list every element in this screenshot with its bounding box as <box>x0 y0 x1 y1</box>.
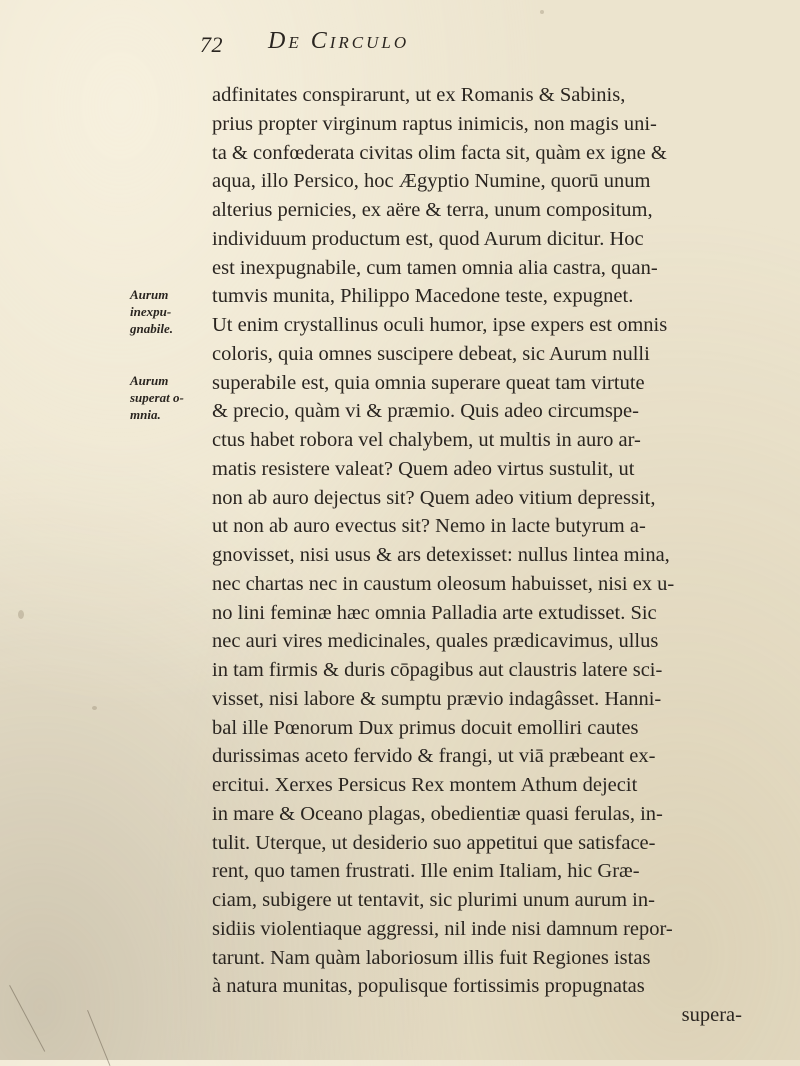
text-line: nec chartas nec in caustum oleosum habuisset, nisi ex u- <box>212 572 675 595</box>
paper-scratch <box>87 1010 110 1066</box>
text-line: coloris, quia omnes suscipere debeat, sic Aurum nulli <box>212 342 650 365</box>
running-title: De Circulo <box>268 28 410 54</box>
text-line: tumvis munita, Philippo Macedone teste, expugnet. <box>212 285 634 308</box>
text-line: prius propter virginum raptus inimicis, non magis uni- <box>212 112 657 135</box>
text-line: in mare & Oceano plagas, obedientiæ quasi ferulas, in- <box>212 802 663 825</box>
text-line: individuum productum est, quod Aurum dicitur. Hoc <box>212 227 644 250</box>
text-line: ut non ab auro evectus sit? Nemo in lacte butyrum a- <box>212 515 646 538</box>
text-line: est inexpugnabile, cum tamen omnia alia castra, quan- <box>212 256 658 279</box>
page-header <box>200 26 760 66</box>
text-line: ercitui. Xerxes Persicus Rex montem Athum dejecit <box>212 774 638 796</box>
page-number: 72 <box>200 32 223 57</box>
text-line: matis resistere valeat? Quem adeo virtus sustulit, ut <box>212 457 635 480</box>
paper-stain <box>18 610 24 619</box>
text-line: no lini feminæ hæc omnia Palladia arte extudisset. Sic <box>212 601 657 624</box>
text-line: in tam firmis & duris cōpagibus aut claustris latere sci- <box>212 659 663 681</box>
catchword: supera- <box>681 1004 742 1026</box>
text-line: rent, quo tamen frustrati. Ille enim Italiam, hic Græ- <box>212 860 640 883</box>
text-line: tulit. Uterque, ut desiderio suo appetitui que satisface- <box>212 831 656 854</box>
text-line: nec auri vires medicinales, quales prædicavimus, ullus <box>212 630 659 653</box>
text-line: & precio, quàm vi & præmio. Quis adeo circumspe- <box>212 400 639 423</box>
text-line: bal ille Pœnorum Dux primus docuit emolliri cautes <box>212 716 639 739</box>
text-line: ta & confœderata civitas olim facta sit, quàm ex igne & <box>212 141 667 164</box>
paper-scratch <box>9 985 45 1052</box>
body-text <box>212 81 772 1030</box>
paper-stain <box>540 10 544 14</box>
text-line: durissimas aceto fervido & frangi, ut viā præbeant ex- <box>212 745 656 768</box>
text-line: sidiis violentiaque aggressi, nil inde nisi damnum repor- <box>212 917 673 940</box>
text-line: aqua, illo Persico, hoc Ægyptio Numine, quorū unum <box>212 170 651 193</box>
text-line: tarunt. Nam quàm laboriosum illis fuit Regiones istas <box>212 946 651 969</box>
text-line: ciam, subigere ut tentavit, sic plurimi unum aurum in- <box>212 889 655 911</box>
text-line: alterius pernicies, ex aëre & terra, unum compositum, <box>212 199 653 221</box>
text-line: gnovisset, nisi usus & ars detexisset: nullus lintea mina, <box>212 544 670 566</box>
margin-note-gold-invincible: Aurum inexpu- gnabile. <box>130 287 173 336</box>
text-line: ctus habet robora vel chalybem, ut multis in auro ar- <box>212 429 641 451</box>
text-line: adfinitates conspirarunt, ut ex Romanis & Sabinis, <box>212 84 626 106</box>
text-line: à natura munitas, populisque fortissimis propugnatas <box>212 975 645 998</box>
paper-stain <box>92 706 97 710</box>
text-line: superabile est, quia omnia superare queat tam virtute <box>212 371 645 394</box>
margin-note-gold-conquers-all: Aurum superat o- mnia. <box>130 373 184 422</box>
text-line: non ab auro dejectus sit? Quem adeo vitium depressit, <box>212 486 656 509</box>
text-line: Ut enim crystallinus oculi humor, ipse expers est omnis <box>212 314 668 336</box>
text-line: visset, nisi labore & sumptu prævio indagâsset. Hanni- <box>212 687 662 710</box>
